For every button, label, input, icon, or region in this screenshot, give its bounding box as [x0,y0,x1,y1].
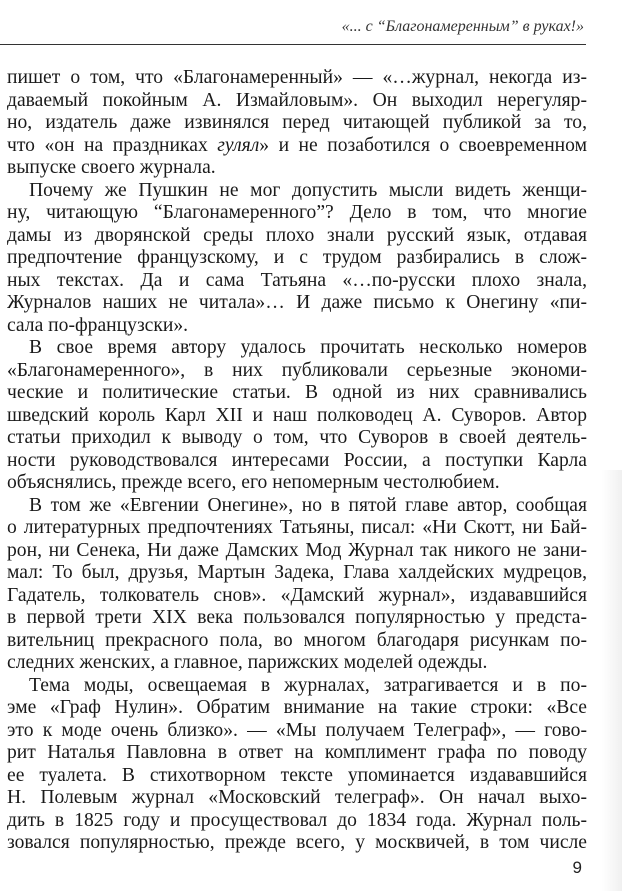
header-rule [0,44,586,45]
text-line: Гадатель, толкователь снов». «Дамский журнал», издававшийся [7,584,587,606]
text-line: Почему же Пушкин не мог допустить мысли видеть женщи- [29,179,587,201]
text-line: о литературных предпочтениях Татьяны, писал: «Ни Скотт, ни Бай- [7,517,587,538]
page-edge-shadow [602,470,622,891]
text-line: В том же «Евгении Онегине», но в пятой главе автор, сообщая [29,494,587,516]
text-line: ее туалета. В стихотворном тексте упоминается издававшийся [7,764,587,786]
text-line: это к моде очень близко». — «Мы получаем Телеграф», — гово- [7,719,587,741]
text-line: Н. Полевым журнал «Московский телеграф». Он начал выхо- [7,787,587,808]
text-line: мал: То был, друзья, Мартын Задека, Глава халдейских мудрецов, [7,562,587,583]
text-line: ческие и политические статьи. В одной из них сравнивались [7,382,587,403]
text-line: даваемый покойным А. Измайловым». Он выходил нерегуляр- [7,89,587,111]
page-number: 9 [572,858,582,877]
running-header: «... с “Благонамеренным” в руках!» [341,18,584,35]
text-line: вительниц прекрасного пола, во многом благодаря рисункам по- [7,629,587,651]
text-line: рит Наталья Павловна в ответ на комплимент графа по поводу [7,742,587,763]
text-line: ну, читающую “Благонамеренного”? Дело в том, что многие [7,202,587,223]
text-line: сала по-французски». [7,314,189,336]
text-line: в первой трети XIX века пользовался популярностью у предста- [7,607,587,628]
text-line: следних женских, а главное, парижских моделей одежды. [7,652,488,673]
text-line: Журналов наших не читала»… И даже письмо к Онегину «пи- [7,292,587,313]
text-line: В свое время автору удалось прочитать несколько номеров [29,337,587,358]
text-line: ных текстах. Да и сама Татьяна «…по-русски плохо знала, [7,269,587,291]
text-line: шведский король Карл XII и наш полководец А. Суворов. Автор [7,404,587,426]
text-line: Тема моды, освещаемая в журналах, затрагивается и в по- [29,674,587,696]
body-text [7,67,587,855]
text-line: предпочтение французскому, и с трудом разбирались в слож- [7,247,587,268]
text-line: рон, ни Сенека, Ни даже Дамских Мод Журнал так никого не зани- [7,539,587,561]
text-line: ности руководствовался интересами России, а поступки Карла [7,449,587,471]
text-line: дамы из дворянской среды плохо знали русский язык, отдавая [7,224,587,246]
text-line: объяснялись, прежде всего, его непомерным честолюбием. [7,472,500,493]
text-line: пишет о том, что «Благонамеренный» — «…журнал, некогда из- [7,67,587,88]
text-line: но, издатель даже извинялся перед читающей публикой за то, [7,112,587,133]
text-line: эме «Граф Нулин». Обратим внимание на такие строки: «Все [7,697,587,718]
text-line: статьи приходил к выводу о том, что Суворов в своей деятель- [7,427,587,448]
text-line: зовался популярностью, прежде всего, у москвичей, в том числе [7,832,587,853]
text-line: выпуске своего журнала. [7,157,216,178]
text-line: «Благонамеренного», в них публиковали серьезные экономи- [7,359,587,381]
text-line: что «он на праздниках гулял» и не позаботился о своевременном [7,134,587,156]
text-line: дить в 1825 году и просуществовал до 1834 года. Журнал поль- [7,809,587,831]
